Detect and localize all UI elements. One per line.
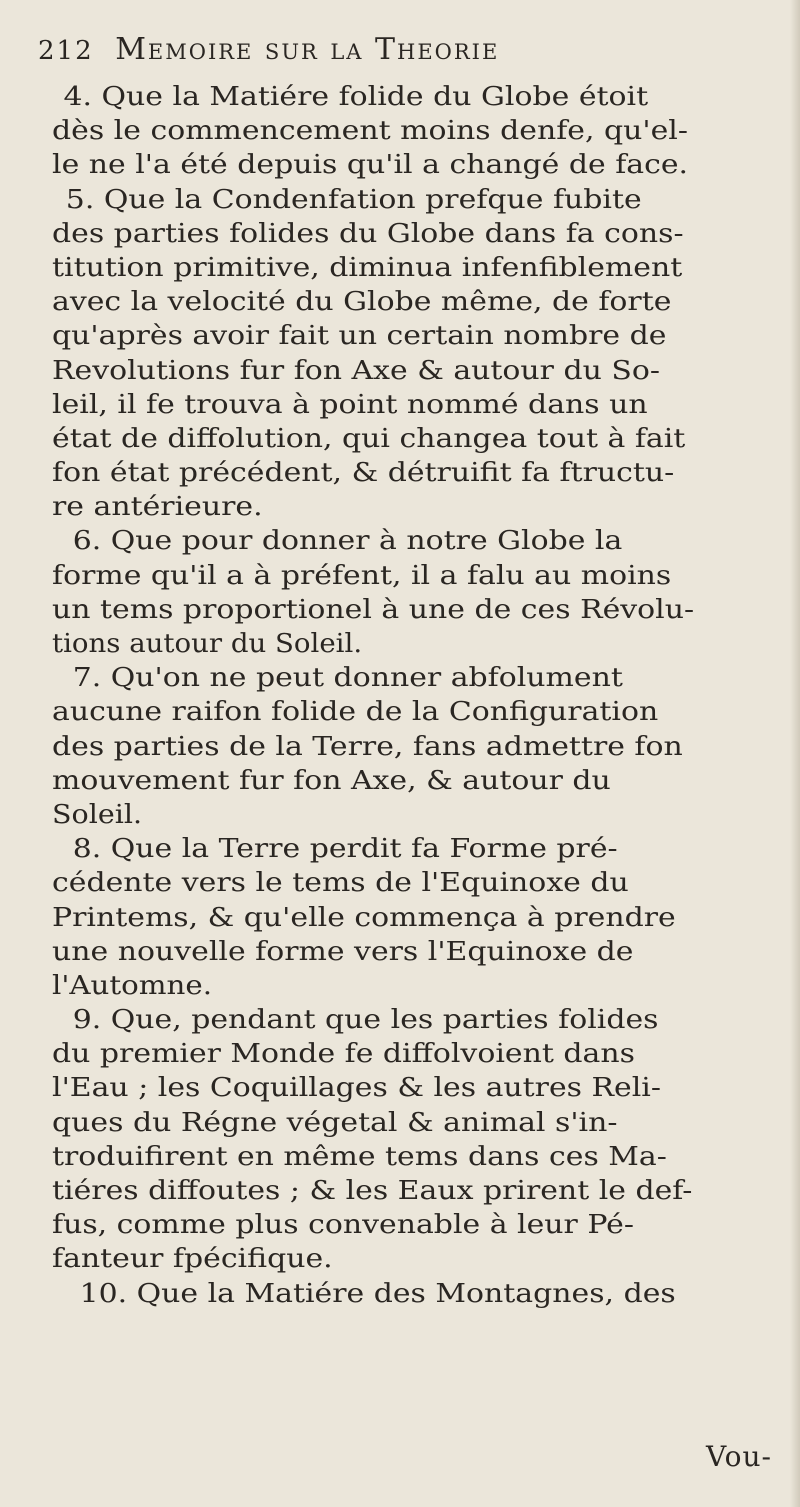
text-line: tiéres diffoutes ; & les Eaux prirent le def-: [52, 1176, 693, 1206]
text-line: avec la velocité du Globe même, de forte: [52, 287, 672, 318]
text-line: 6. Que pour donner à notre Globe la: [72, 526, 623, 557]
text-line: Revolutions fur fon Axe & autour du So-: [52, 355, 660, 386]
text-line: Soleil.: [52, 799, 143, 830]
text-line: des parties de la Terre, fans admettre fon: [52, 731, 683, 762]
text-line: Printems, & qu'elle commença à prendre: [52, 902, 676, 933]
text-line: forme qu'il a à préfent, il a falu au moins: [52, 560, 672, 591]
text-line: 9. Que, pendant que les parties folides: [72, 1005, 659, 1036]
text-line: 8. Que la Terre perdit fa Forme pré-: [72, 834, 618, 865]
text-line: 4. Que la Matiére folide du Globe étoit: [63, 82, 649, 112]
text-line: ques du Régne végetal & animal s'in-: [52, 1107, 618, 1138]
catchword: Vou-: [705, 1440, 772, 1473]
body-text: [52, 80, 792, 1311]
page-number: 212: [38, 36, 94, 66]
text-line: du premier Monde fe diffolvoient dans: [52, 1039, 635, 1070]
text-line: leil, il fe trouva à point nommé dans un: [52, 389, 648, 420]
text-line: tions autour du Soleil.: [52, 629, 363, 659]
text-line: état de diffolution, qui changea tout à fait: [52, 423, 686, 454]
text-line: une nouvelle forme vers l'Equinoxe de: [52, 936, 634, 967]
text-line: l'Automne.: [52, 970, 213, 1001]
text-line: un tems proportionel à une de ces Révolu-: [52, 594, 695, 625]
text-line: fon état précédent, & détruifit fa ftructu-: [52, 458, 675, 489]
page-edge-shadow: [790, 0, 800, 1507]
text-line: l'Eau ; les Coquillages & les autres Reli-: [52, 1073, 661, 1104]
text-line: fanteur fpécifique.: [52, 1244, 333, 1275]
text-line: 5. Que la Condenfation prefque fubite: [65, 184, 642, 215]
text-line: le ne l'a été depuis qu'il a changé de face.: [52, 150, 689, 181]
text-line: cédente vers le tems de l'Equinoxe du: [52, 868, 629, 899]
running-head: [38, 32, 778, 72]
text-line: des parties folides du Globe dans fa cons-: [52, 218, 684, 249]
text-line: troduifirent en même tems dans ces Ma-: [52, 1141, 667, 1172]
text-line: mouvement fur fon Axe, & autour du: [52, 765, 611, 796]
text-line: aucune raifon folide de la Configuration: [52, 697, 659, 728]
text-line: dès le commencement moins denfe, qu'el-: [52, 116, 688, 147]
text-line: 10. Que la Matiére des Montagnes, des: [79, 1278, 676, 1309]
text-line: 7. Qu'on ne peut donner abfolument: [72, 663, 623, 694]
text-line: qu'après avoir fait un certain nombre de: [52, 321, 667, 352]
text-line: re antérieure.: [52, 492, 263, 523]
text-line: titution primitive, diminua infenfiblement: [52, 252, 683, 283]
running-title: Memoire sur la Theorie: [115, 32, 500, 67]
text-line: fus, comme plus convenable à leur Pé-: [52, 1210, 634, 1241]
